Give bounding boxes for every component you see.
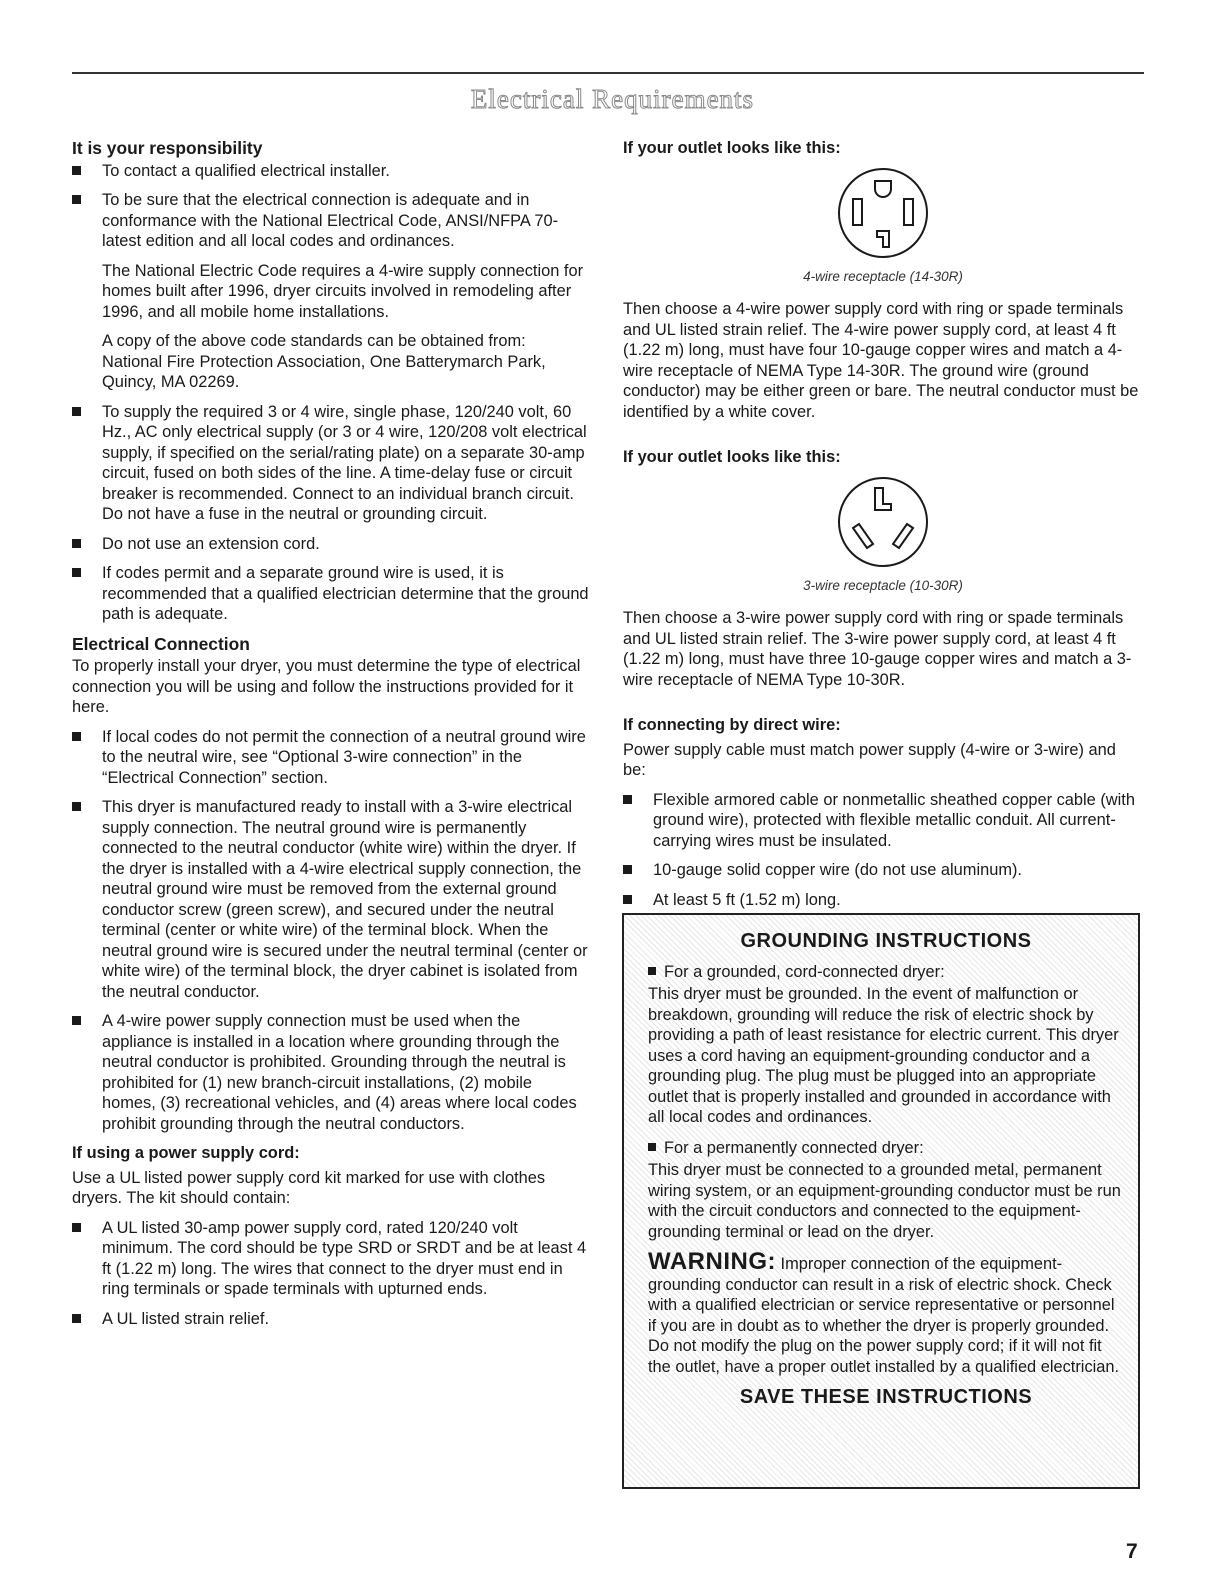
page-number: 7 (1126, 1540, 1138, 1563)
grounding-cord-text: This dryer must be grounded. In the event of malfunction or breakdown, grounding will reduce the risk of electric shock by providing a path of least resistance for electric current. This dryer uses a cord having an equipment-grounding conductor and a grounding plug. The plug must be plugged into an appropriate outlet that is properly installed and grounded in accordance with all local codes and ordinances. (648, 985, 1119, 1126)
power-cord-intro: Use a UL listed power supply cord kit marked for use with clothes dryers. The kit should contain: (72, 1168, 546, 1207)
bullet-icon (72, 568, 81, 577)
list-item: At least 5 ft (1.52 m) long. (623, 890, 1143, 911)
bullet-icon (72, 1223, 81, 1232)
list-item: To supply the required 3 or 4 wire, single phase, 120/240 volt, 60 Hz., AC only electrical supply (or 3 or 4 wire, 120/208 volt electrical supply, if specified on the serial/rating plate) on a separate 30-amp circuit, fused on both sides of the line. A time-delay fuse or circuit breaker is recommended. Connect to an individual branch circuit. Do not have a fuse in the neutral or grounding circuit. (72, 402, 590, 525)
bullet-icon (648, 1143, 656, 1151)
nec-paragraph: The National Electric Code requires a 4-wire supply connection for homes built after 1996, dryer circuits involved in remodeling after 1996, and all mobile home installations. (102, 261, 584, 321)
warning-block (648, 1248, 1124, 1377)
warning-label: WARNING: (648, 1248, 776, 1275)
grounding-item-cord: For a grounded, cord-connected dryer: (648, 962, 1124, 983)
outlet-heading-4wire: If your outlet looks like this: (623, 139, 841, 157)
connection-intro: To properly install your dryer, you must determine the type of electrical connection you will be using and follow the instructions provided for it here. (72, 657, 581, 716)
bullet-icon (72, 732, 81, 741)
direct-wire-intro: Power supply cable must match power supply (4-wire or 3-wire) and be: (623, 740, 1116, 779)
list-item: A UL listed 30-amp power supply cord, rated 120/240 volt minimum. The cord should be type SRD or SRDT and be at least 4 ft (1.22 m) long. The wires that connect to the dryer must end in ring terminals or spade terminals with upturned ends. (72, 1218, 590, 1300)
direct-wire-heading: If connecting by direct wire: (623, 716, 841, 734)
three-wire-receptacle-icon (623, 474, 1143, 570)
three-wire-paragraph: Then choose a 3-wire power supply cord with ring or spade terminals and UL listed strain relief. The 3-wire power supply cord, at least 4 ft (1.22 m) long, must have three 10-gauge copper wires and match a 3-wire receptacle of NEMA Type 10-30R. (623, 609, 1132, 689)
bullet-icon (623, 895, 632, 904)
power-cord-heading: If using a power supply cord: (72, 1144, 300, 1162)
four-wire-receptacle-icon (623, 165, 1143, 261)
bullet-icon (72, 195, 81, 204)
list-item: To be sure that the electrical connection is adequate and in conformance with the National Electrical Code, ANSI/NFPA 70-latest edition and all local codes and ordinances. (72, 190, 590, 252)
outlet-heading-3wire: If your outlet looks like this: (623, 448, 841, 466)
direct-wire-list (623, 790, 1143, 911)
receptacle-caption-4wire: 4-wire receptacle (14-30R) (803, 268, 963, 284)
warning-text: Improper connection of the equipment-grounding conductor can result in a risk of electric shock. Check with a qualified electrician or service representative or personnel if you are in doubt as to whether the dryer is properly grounded. Do not modify the plug on the power supply cord; if it will not fit the outlet, have a proper outlet installed by a qualified electrician. (648, 1255, 1120, 1376)
receptacle-caption-3wire: 3-wire receptacle (10-30R) (803, 577, 963, 593)
bullet-icon (623, 795, 632, 804)
list-item: 10-gauge solid copper wire (do not use aluminum). (623, 860, 1143, 881)
responsibility-list (72, 161, 590, 252)
page-title: Electrical Requirements (470, 84, 755, 114)
list-item: Do not use an extension cord. (72, 534, 590, 555)
grounding-title: GROUNDING INSTRUCTIONS (740, 930, 1032, 952)
left-column (72, 138, 590, 1338)
top-rule (72, 72, 1144, 74)
save-instructions: SAVE THESE INSTRUCTIONS (739, 1386, 1033, 1408)
responsibility-heading: It is your responsibility (72, 138, 263, 158)
bullet-icon (72, 407, 81, 416)
right-column (623, 138, 1143, 919)
list-item: To contact a qualified electrical installer. (72, 161, 590, 182)
bullet-icon (72, 1314, 81, 1323)
code-copy-paragraph: A copy of the above code standards can be obtained from: National Fire Protection Association, One Batterymarch Park, Quincy, MA 02269. (102, 332, 546, 391)
power-cord-list (72, 1218, 590, 1330)
bullet-icon (72, 539, 81, 548)
responsibility-list-continued (72, 402, 590, 625)
four-wire-paragraph: Then choose a 4-wire power supply cord with ring or spade terminals and UL listed strain relief. The 4-wire power supply cord, at least 4 ft (1.22 m) long, must have four 10-gauge copper wires and match a 4-wire receptacle of NEMA Type 14-30R. The ground wire (ground conductor) may be either green or bare. The neutral conductor must be identified by a white cover. (623, 300, 1139, 421)
bullet-icon (648, 967, 656, 975)
list-item: If local codes do not permit the connection of a neutral ground wire to the neutral wire, see “Optional 3-wire connection” in the “Electrical Connection” section. (72, 727, 590, 789)
grounding-instructions-box (622, 913, 1140, 1489)
grounding-permanent-text: This dryer must be connected to a grounded metal, permanent wiring system, or an equipment-grounding conductor must be run with the circuit conductors and connected to the equipment-grounding terminal or lead on the dryer. (648, 1161, 1121, 1241)
list-item: Flexible armored cable or nonmetallic sheathed copper cable (with ground wire), protected with flexible metallic conduit. All current-carrying wires must be insulated. (623, 790, 1143, 852)
list-item: If codes permit and a separate ground wire is used, it is recommended that a qualified electrician determine that the ground path is adequate. (72, 563, 590, 625)
connection-list (72, 727, 590, 1135)
grounding-item-permanent: For a permanently connected dryer: (648, 1138, 1124, 1159)
electrical-connection-heading: Electrical Connection (72, 633, 250, 654)
bullet-icon (72, 1016, 81, 1025)
list-item: A 4-wire power supply connection must be used when the appliance is installed in a location where grounding through the neutral conductor is prohibited. Grounding through the neutral is prohibited for (1) new branch-circuit installations, (2) mobile homes, (3) recreational vehicles, and (4) areas where local codes prohibit grounding through the neutral conductors. (72, 1011, 590, 1134)
list-item: A UL listed strain relief. (72, 1309, 590, 1330)
bullet-icon (72, 166, 81, 175)
list-item: This dryer is manufactured ready to install with a 3-wire electrical supply connection. The neutral ground wire is permanently connected to the neutral conductor (white wire) within the dryer. If the dryer is installed with a 4-wire electrical supply connection, the neutral ground wire must be removed from the external ground conductor screw (green screw), and secured under the neutral terminal (center or white wire) of the terminal block. When the neutral ground wire is secured under the neutral terminal (center or white wire) of the terminal block, the dryer cabinet is isolated from the neutral conductor. (72, 797, 590, 1002)
bullet-icon (623, 865, 632, 874)
bullet-icon (72, 802, 81, 811)
